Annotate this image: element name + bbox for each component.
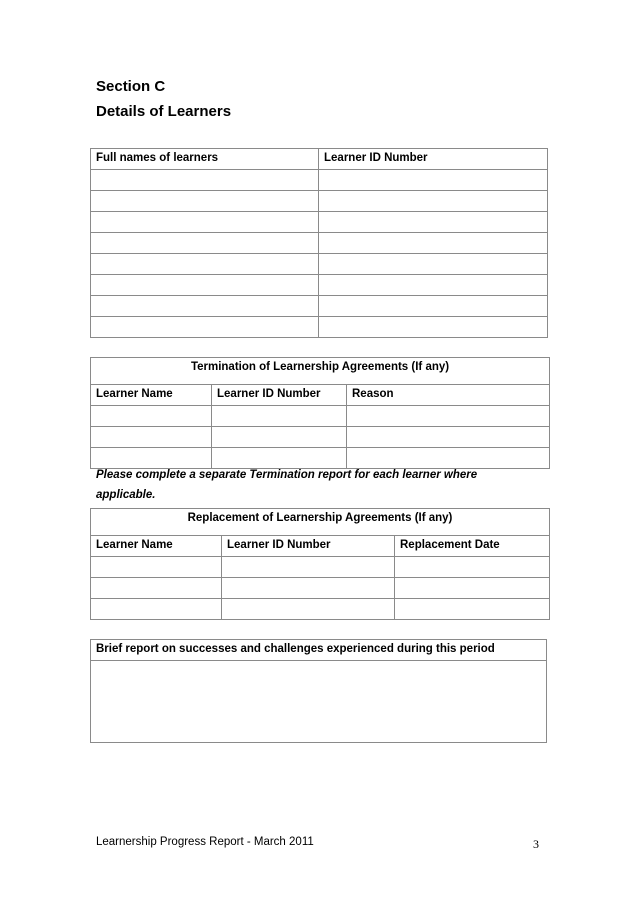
table-row [91, 191, 548, 212]
termination-note [96, 465, 477, 505]
termination-title: Termination of Learnership Agreements (If any) [91, 358, 550, 385]
name-cell[interactable] [91, 599, 222, 620]
table-header-row [91, 536, 550, 557]
date-cell[interactable] [395, 599, 550, 620]
table-row [91, 578, 550, 599]
header-learner-id: Learner ID Number [212, 385, 347, 406]
table-row [91, 254, 548, 275]
footer-text: Learnership Progress Report - March 2011 [96, 836, 314, 848]
report-box [90, 639, 547, 743]
section-subtitle: Details of Learners [96, 103, 232, 120]
id-cell[interactable] [222, 557, 395, 578]
termination-note-line1: Please complete a separate Termination report for each learner where [96, 469, 478, 481]
table-row [91, 406, 550, 427]
name-cell[interactable] [91, 317, 319, 338]
table-row [91, 170, 548, 191]
name-cell[interactable] [91, 191, 319, 212]
table-row [91, 599, 550, 620]
reason-cell[interactable] [347, 406, 550, 427]
header-replacement-date: Replacement Date [395, 536, 550, 557]
name-cell[interactable] [91, 406, 212, 427]
report-body-row [91, 661, 547, 743]
id-cell[interactable] [319, 212, 548, 233]
id-cell[interactable] [319, 254, 548, 275]
table-row [91, 317, 548, 338]
table-row [91, 557, 550, 578]
table-row [91, 427, 550, 448]
name-cell[interactable] [91, 212, 319, 233]
id-cell[interactable] [212, 406, 347, 427]
learners-table [90, 148, 548, 338]
header-learner-name: Learner Name [91, 385, 212, 406]
id-cell[interactable] [222, 599, 395, 620]
section-title: Section C [96, 78, 166, 95]
table-header-row [91, 149, 548, 170]
id-cell[interactable] [319, 275, 548, 296]
table-row [91, 296, 548, 317]
table-title-row [91, 509, 550, 536]
id-cell[interactable] [319, 296, 548, 317]
name-cell[interactable] [91, 170, 319, 191]
name-cell[interactable] [91, 557, 222, 578]
report-body[interactable] [91, 661, 547, 743]
id-cell[interactable] [319, 233, 548, 254]
name-cell[interactable] [91, 275, 319, 296]
name-cell[interactable] [91, 233, 319, 254]
header-learner-id: Learner ID Number [222, 536, 395, 557]
date-cell[interactable] [395, 557, 550, 578]
reason-cell[interactable] [347, 427, 550, 448]
id-cell[interactable] [319, 191, 548, 212]
id-cell[interactable] [212, 427, 347, 448]
replacement-table [90, 508, 550, 620]
header-learner-name: Learner Name [91, 536, 222, 557]
report-header-row [91, 640, 547, 661]
name-cell[interactable] [91, 427, 212, 448]
name-cell[interactable] [91, 296, 319, 317]
name-cell[interactable] [91, 254, 319, 275]
header-learner-id: Learner ID Number [319, 149, 548, 170]
page-number: 3 [533, 837, 539, 851]
termination-table [90, 357, 550, 469]
date-cell[interactable] [395, 578, 550, 599]
replacement-title: Replacement of Learnership Agreements (If any) [91, 509, 550, 536]
id-cell[interactable] [222, 578, 395, 599]
table-title-row [91, 358, 550, 385]
header-reason: Reason [347, 385, 550, 406]
termination-note-line2: applicable. [96, 489, 156, 501]
id-cell[interactable] [319, 170, 548, 191]
id-cell[interactable] [319, 317, 548, 338]
table-row [91, 233, 548, 254]
report-header: Brief report on successes and challenges experienced during this period [91, 640, 547, 661]
table-header-row [91, 385, 550, 406]
header-full-names: Full names of learners [91, 149, 319, 170]
table-row [91, 212, 548, 233]
table-row [91, 275, 548, 296]
name-cell[interactable] [91, 578, 222, 599]
